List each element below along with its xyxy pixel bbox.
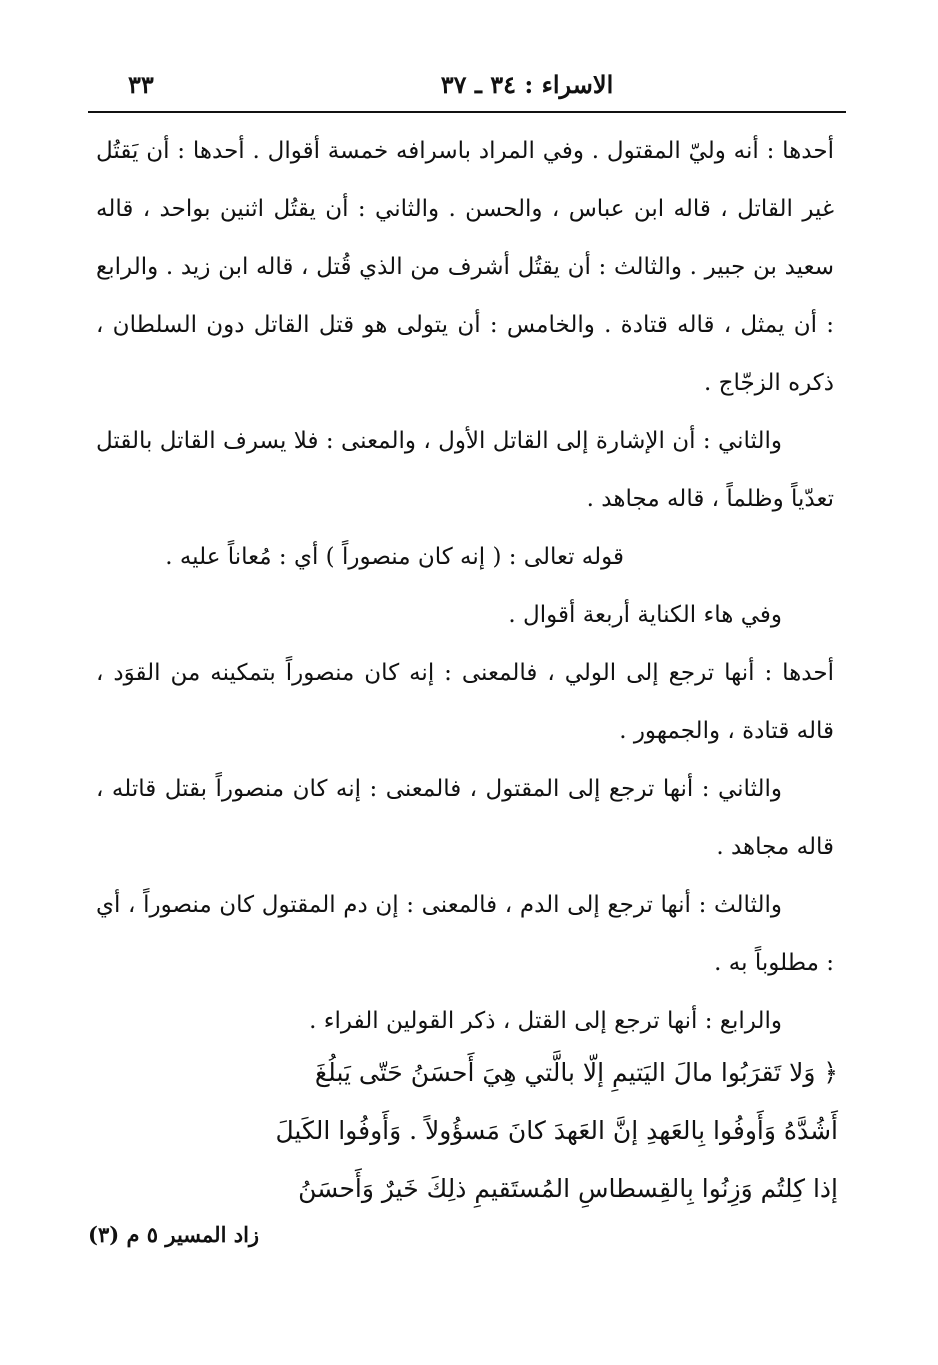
paragraph-first-view: أحدها : أنه وليّ المقتول . وفي المراد باسرافه خمسة أقوال . أحدها : أن يَقتُل غير القاتل ، قاله ابن عباس ، والحسن . والثاني : أن يقتُل اثنين بواحد ، قاله سعيد بن جبير . والثالث : أن يقتُل أشرف من الذي قُتل ، قاله ابن زيد . والرابع : أن يمثل ، قاله قتادة . والخامس : أن يتولى هو قتل القاتل دون السلطان ، ذكره الزجّاج . [96,138,834,396]
paragraph-pronoun-intro: وفي هاء الكناية أربعة أقوال . [508,602,782,628]
quran-line: ﴿ وَلا تَقرَبُوا مالَ اليَتيمِ إلّا بالَّتي هِيَ أَحسَنُ حَتّى يَبلُغَ [314,1058,838,1087]
page-number: ٣٣ [128,70,154,99]
paragraph-pronoun-first: أحدها : أنها ترجع إلى الولي ، فالمعنى : إنه كان منصوراً بتمكينه من القوَد ، قاله قتادة ، والجمهور . [96,660,834,744]
page-header [88,70,846,108]
paragraph-pronoun-fourth: والرابع : أنها ترجع إلى القتل ، ذكر القولين الفراء . [309,1008,782,1034]
header-rule [88,111,846,113]
quran-line: إذا كِلتُم وَزِنُوا بِالقِسطاسِ المُستَقيمِ ذلِكَ خَيرٌ وَأَحسَنُ [298,1174,838,1203]
quran-verse [96,1044,838,1218]
paragraph-pronoun-third: والثالث : أنها ترجع إلى الدم ، فالمعنى : إن دم المقتول كان منصوراً ، أي : مطلوباً به . [96,892,834,976]
quran-line: أَشُدَّهُ وَأَوفُوا بِالعَهدِ إنَّ العَهدَ كانَ مَسؤُولاً . وَأَوفُوا الكَيلَ [275,1116,838,1145]
running-title: الاسراء : ٣٤ ـ ٣٧ [440,70,614,99]
paragraph-second-view: والثاني : أن الإشارة إلى القاتل الأول ، والمعنى : فلا يسرف القاتل بالقتل تعدّياً وظلماً ، قاله مجاهد . [96,428,834,512]
signature-mark: زاد المسير ٥ م (٣) [88,1222,260,1247]
paragraph-pronoun-second: والثاني : أنها ترجع إلى المقتول ، فالمعنى : إنه كان منصوراً بقتل قاتله ، قاله مجاهد . [96,776,834,860]
paragraph-verse-comment: قوله تعالى : ( إنه كان منصوراً ) أي : مُعاناً عليه . [165,544,624,570]
commentary-text [96,122,834,1050]
